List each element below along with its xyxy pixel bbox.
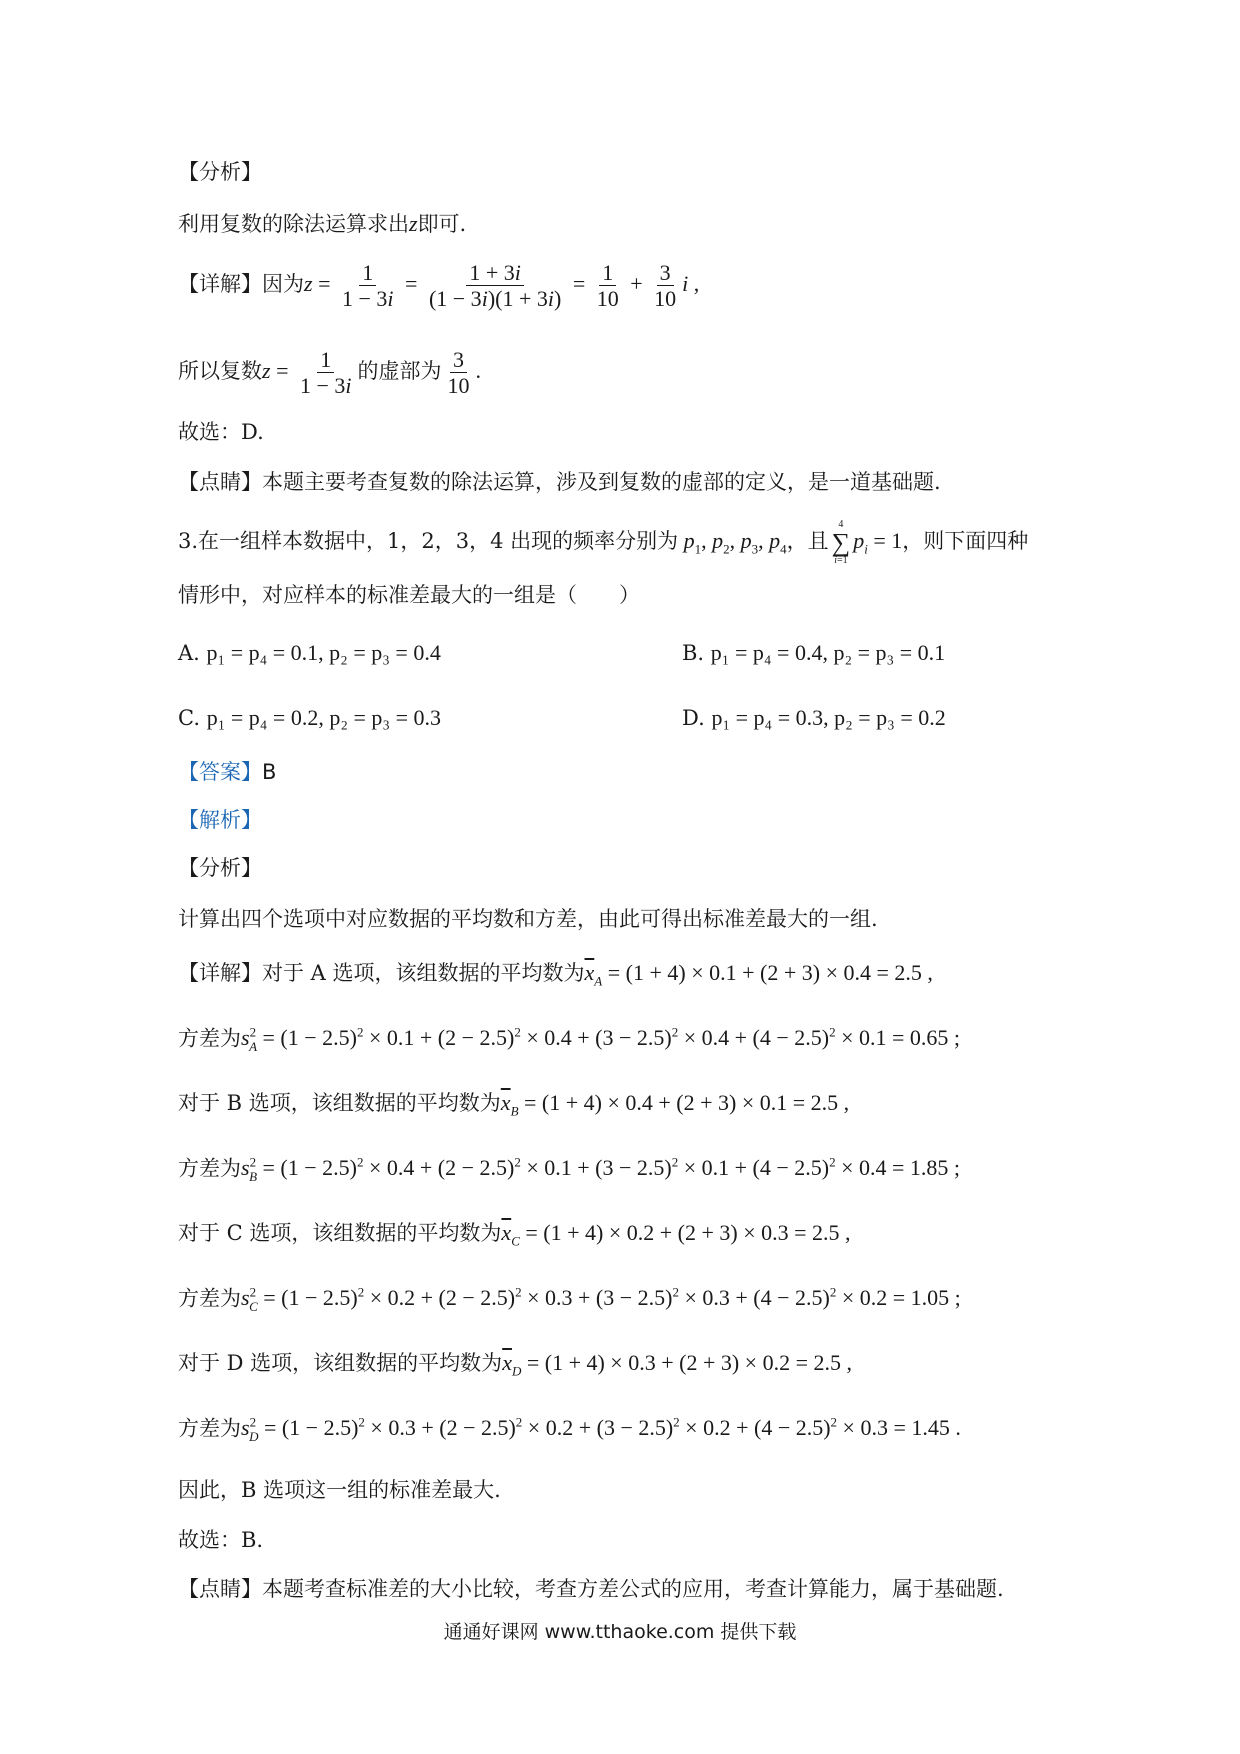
mean-line-b: 对于 B 选项，该组数据的平均数为$\overline{x}_B = (1 + 4) \times 0.4 + (2 + 3) \times 0.1 = 2.5$ , [178,1090,850,1119]
option-c: C. p₁ = p₄ = 0.2, p₂ = p₃ = 0.3 [178,705,441,730]
variance-line-d: 方差为$s^2_D = (1 - 2.5)^2 \times 0.3 + (2 - 2.5)^2 \times 0.2 + (3 - 2.5)^2 \times 0.2 + (4 - 2.5)^2 \times 0.3 = 1.45$ . [178,1415,961,1444]
option-a: A. p₁ = p₄ = 0.1, p₂ = p₃ = 0.4 [178,640,441,665]
answer-heading-3: 【答案】B [178,760,277,784]
mean-line-a: 【详解】对于 A 选项，该组数据的平均数为$\overline{x}_A = (1 + 4) \times 0.1 + (2 + 3) \times 0.4 = 2.5$ , [178,960,933,989]
answer-value: B [262,760,277,784]
mean-line-d: 对于 D 选项，该组数据的平均数为$\overline{x}_D = (1 + 4) \times 0.3 + (2 + 3) \times 0.2 = 2.5$ , [178,1350,852,1379]
analysis-heading-3: 【分析】 [178,856,262,880]
detail-line-1: 【详解】因为z = $\frac{1}{1 - 3i}$ = $\frac{1 + 3i}{(1 - 3i)(1 + 3i)}$ = $\frac{1}{10}$ + $\frac{3}{10}$ i , [178,260,700,312]
conclusion-line-1: 所以复数z = $\frac{1}{1 - 3i}$ 的虚部为 $\frac{3}{10}$ . [178,347,482,399]
analysis-heading-1: 【分析】 [178,160,262,184]
option-b: B. p₁ = p₄ = 0.4, p₂ = p₃ = 0.1 [682,640,946,665]
comment-line-1: 【点睛】本题主要考查复数的除法运算，涉及到复数的虚部的定义，是一道基础题. [178,470,941,494]
answer-line-1: 故选：D. [178,420,264,444]
var-z: z [409,211,418,236]
question3-stem-line2: 情形中，对应样本的标准差最大的一组是（ ） [178,583,640,607]
answer-line-3: 故选：B. [178,1528,264,1552]
page-footer: 通通好课网 www.tthaoke.com 提供下载 [443,1621,797,1643]
complex-division-formula: z = $\frac{1}{1 - 3i}$ = $\frac{1 + 3i}{(1 - 3i)(1 + 3i)}$ = $\frac{1}{10}$ + $\frac{3}{10}$ i , [304,260,700,312]
variance-line-b: 方差为$s^2_B = (1 - 2.5)^2 \times 0.4 + (2 - 2.5)^2 \times 0.1 + (3 - 2.5)^2 \times 0.1 + (4 - 2.5)^2 \times 0.4 = 1.85$ ; [178,1155,961,1184]
question3-stem-line1: 3.在一组样本数据中，1，2，3，4 出现的频率分别为 $p_1$, $p_2$, $p_3$, $p_4$，且 4 ∑ i=1 $p_i = 1$，则下面四种 [178,519,1029,566]
option-d: D. p₁ = p₄ = 0.3, p₂ = p₃ = 0.2 [682,705,946,730]
analysis-text-1: 利用复数的除法运算求出z即可. [178,211,467,236]
conclusion-line-3: 因此，B 选项这一组的标准差最大. [178,1478,501,1502]
mean-line-c: 对于 C 选项，该组数据的平均数为$\overline{x}_C = (1 + 4) \times 0.2 + (2 + 3) \times 0.3 = 2.5$ , [178,1220,851,1249]
analysis-text-3: 计算出四个选项中对应数据的平均数和方差，由此可得出标准差最大的一组. [178,907,878,931]
variance-line-a: 方差为$s^2_A = (1 - 2.5)^2 \times 0.1 + (2 - 2.5)^2 \times 0.4 + (3 - 2.5)^2 \times 0.4 + (4 - 2.5)^2 \times 0.1 = 0.65$ ; [178,1025,961,1054]
variance-line-c: 方差为$s^2_C = (1 - 2.5)^2 \times 0.2 + (2 - 2.5)^2 \times 0.3 + (3 - 2.5)^2 \times 0.3 + (4 - 2.5)^2 \times 0.2 = 1.05$ ; [178,1285,961,1314]
comment-line-3: 【点睛】本题考查标准差的大小比较，考查方差公式的应用，考查计算能力，属于基础题. [178,1577,1004,1601]
sum-condition: 4 ∑ i=1 $p_i = 1$ [831,519,903,566]
explain-heading-3: 【解析】 [178,808,262,832]
